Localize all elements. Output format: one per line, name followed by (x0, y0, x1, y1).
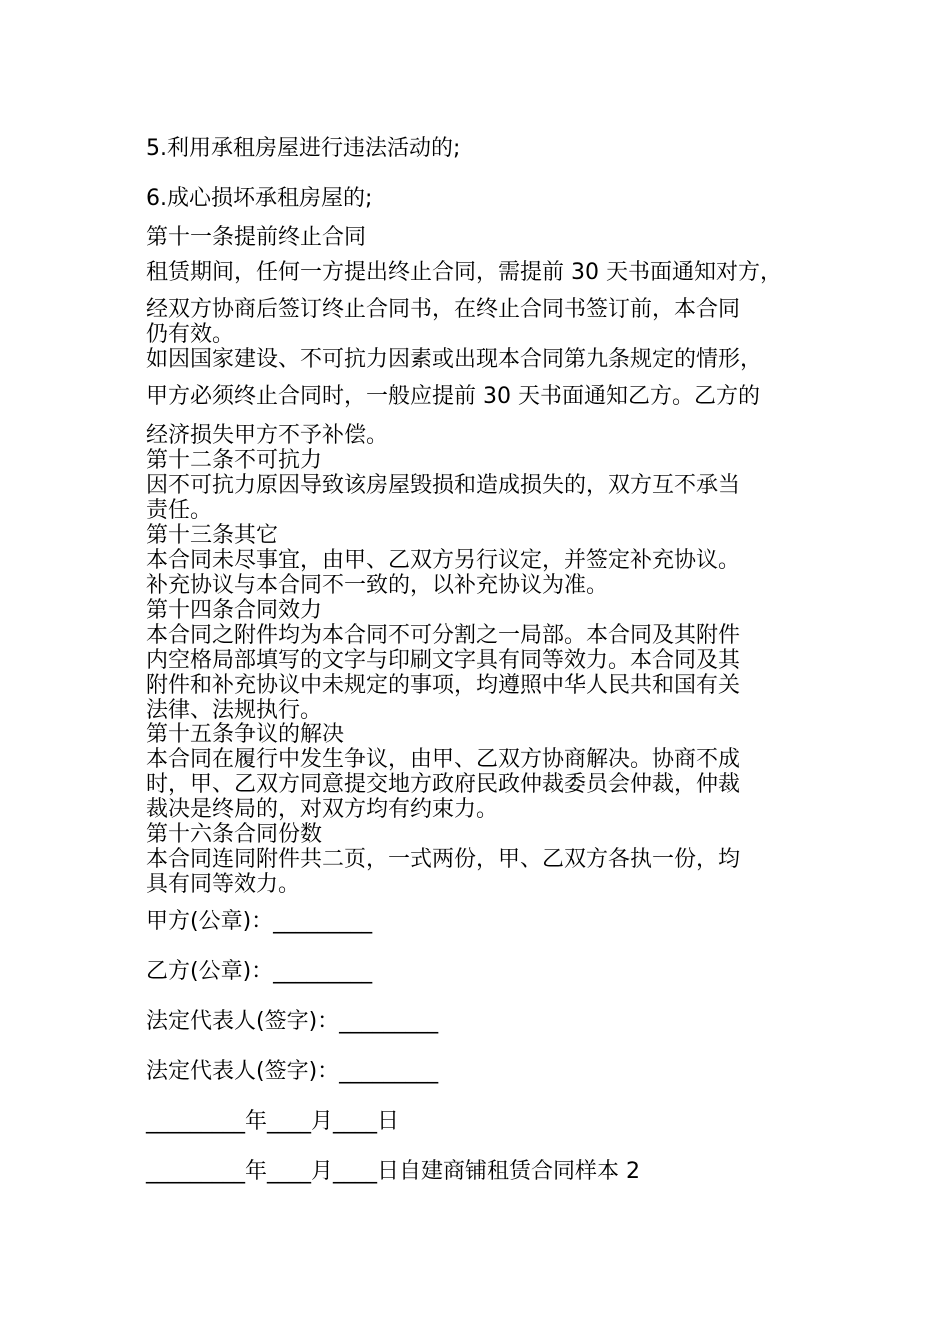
article-15-title: 第十五条争议的解决 (146, 722, 345, 747)
article-11-line: 租赁期间，任何一方提出终止合同，需提前 30 天书面通知对方， (146, 260, 782, 285)
article-16-line: 本合同连同附件共二页，一式两份，甲、乙双方各执一份，均 (146, 847, 741, 872)
article-14-line: 本合同之附件均为本合同不可分割之一局部。本合同及其附件 (146, 623, 741, 648)
clause-item-6: 6.成心损坏承租房屋的; (146, 186, 373, 211)
party-a-seal-line: 甲方(公章)：_________ (146, 909, 373, 934)
article-15-line: 本合同在履行中发生争议，由甲、乙双方协商解决。协商不成 (146, 747, 741, 772)
article-13-title: 第十三条其它 (146, 523, 279, 548)
article-14-line: 内空格局部填写的文字与印刷文字具有同等效力。本合同及其 (146, 648, 741, 673)
date-line: _________年____月____日 (146, 1109, 400, 1134)
article-13-line: 本合同未尽事宜，由甲、乙双方另行议定，并签定补充协议。 (146, 548, 741, 573)
article-12-line: 因不可抗力原因导致该房屋毁损和造成损失的，双方互不承当 (146, 473, 741, 498)
article-13-line: 补充协议与本合同不一致的，以补充协议为准。 (146, 573, 609, 598)
article-15-line: 时，甲、乙双方同意提交地方政府民政仲裁委员会仲裁，仲裁 (146, 772, 741, 797)
article-11-line: 仍有效。 (146, 322, 235, 347)
article-16-title: 第十六条合同份数 (146, 822, 323, 847)
article-14-title: 第十四条合同效力 (146, 598, 323, 623)
article-11-title: 第十一条提前终止合同 (146, 225, 367, 250)
article-14-line: 法律、法规执行。 (146, 698, 323, 723)
date-line-with-next-title: _________年____月____日自建商铺租赁合同样本 2 (146, 1159, 640, 1184)
legal-rep-a-signature-line: 法定代表人(签字)：_________ (146, 1009, 439, 1034)
article-15-line: 裁决是终局的，对双方均有约束力。 (146, 797, 499, 822)
legal-rep-b-signature-line: 法定代表人(签字)：_________ (146, 1059, 439, 1084)
article-16-line: 具有同等效力。 (146, 872, 301, 897)
article-14-line: 附件和补充协议中未规定的事项，均遵照中华人民共和国有关 (146, 673, 741, 698)
article-11-line: 经济损失甲方不予补偿。 (146, 423, 389, 448)
party-b-seal-line: 乙方(公章)：_________ (146, 959, 373, 984)
article-11-line: 如因国家建设、不可抗力因素或出现本合同第九条规定的情形， (146, 347, 763, 372)
article-11-line: 经双方协商后签订终止合同书，在终止合同书签订前，本合同 (146, 297, 741, 322)
article-12-line: 责任。 (146, 498, 213, 523)
article-11-line: 甲方必须终止合同时，一般应提前 30 天书面通知乙方。乙方的 (146, 384, 760, 409)
clause-item-5: 5.利用承租房屋进行违法活动的; (146, 136, 461, 161)
article-12-title: 第十二条不可抗力 (146, 448, 323, 473)
